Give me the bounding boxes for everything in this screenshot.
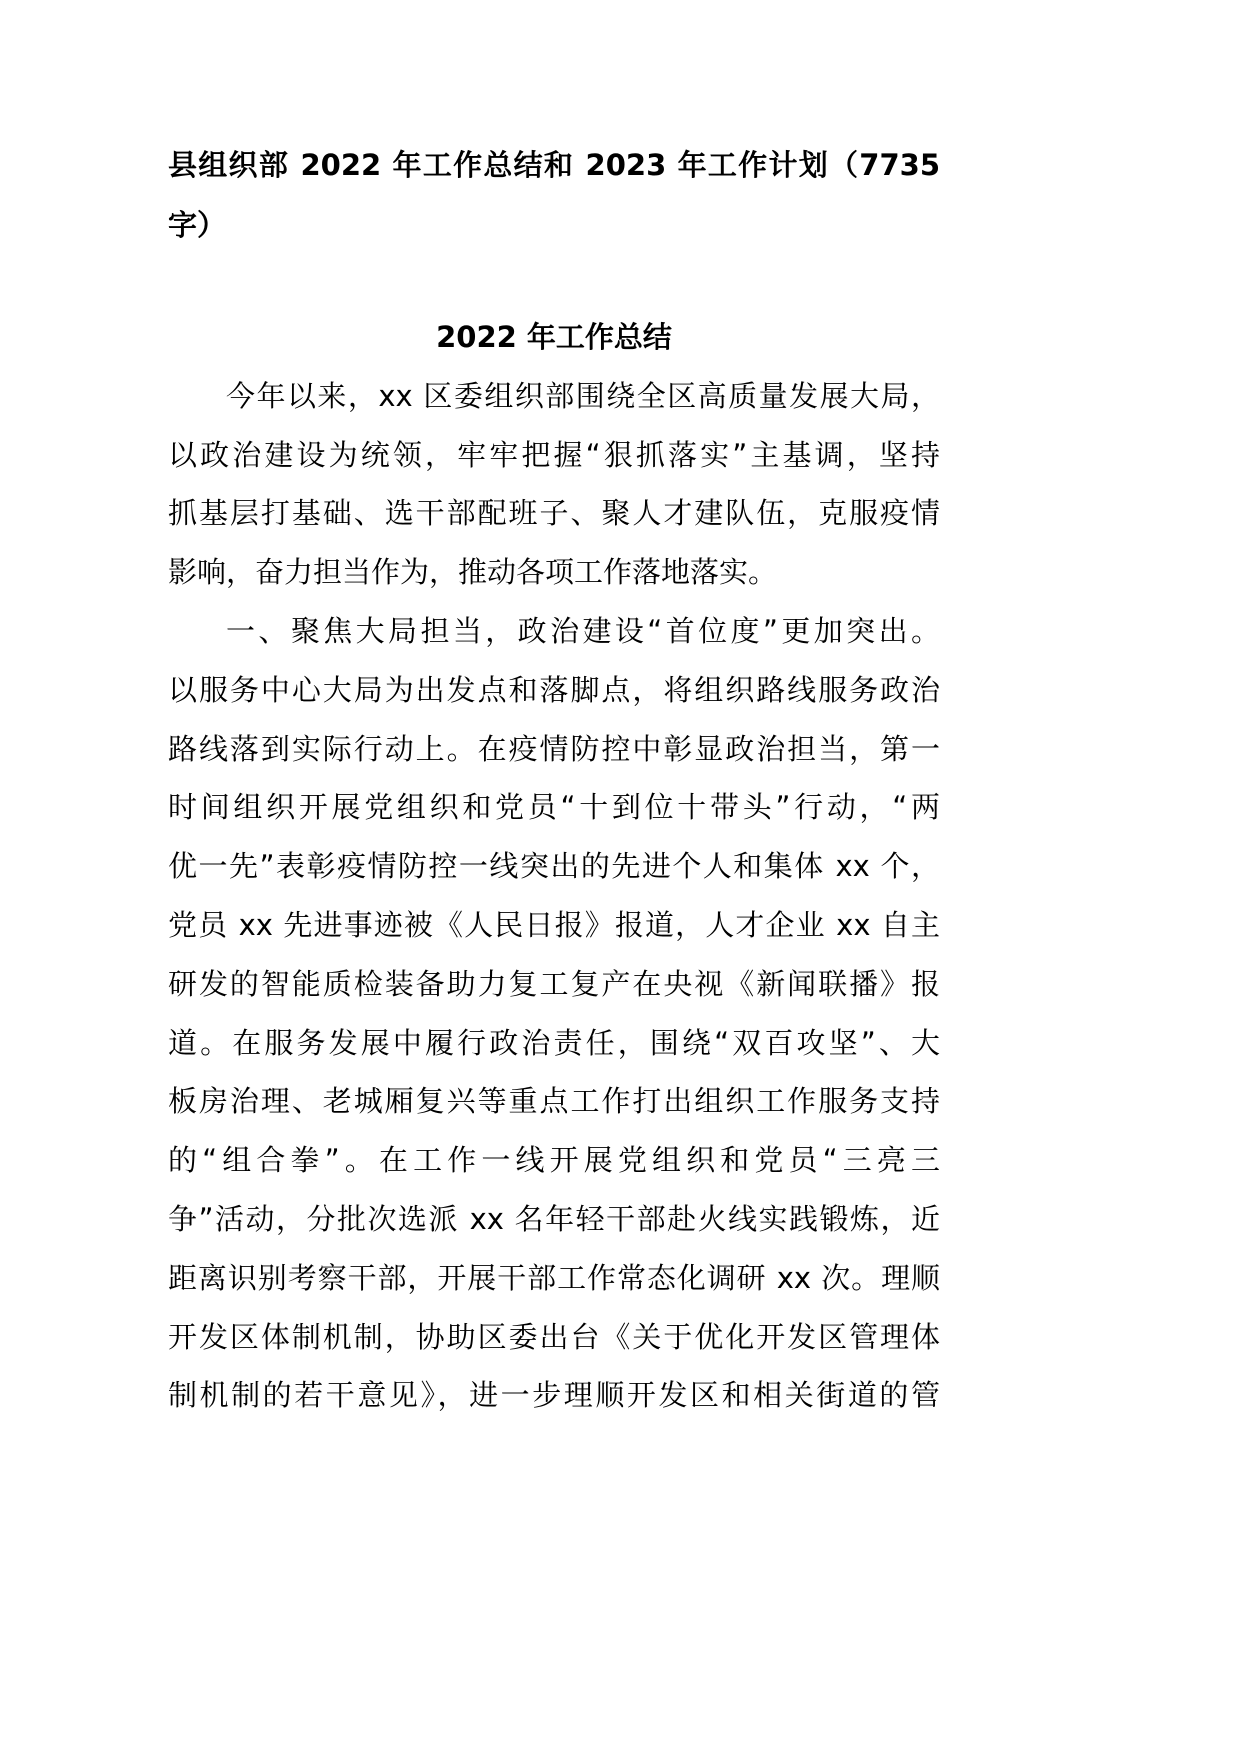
paragraph-line: 开发区体制机制，协助区委出台《关于优化开发区管理体 — [168, 1319, 940, 1354]
paragraph-intro — [168, 367, 940, 602]
paragraph-line: 争”活动，分批次选派 xx 名年轻干部赴火线实践锻炼，近 — [168, 1201, 940, 1236]
paragraph-line: 党员 xx 先进事迹被《人民日报》报道，人才企业 xx 自主 — [168, 907, 940, 942]
title-line: 字） — [168, 208, 227, 242]
paragraph-line: 今年以来，xx 区委组织部围绕全区高质量发展大局， — [226, 378, 940, 413]
paragraph-line: 以服务中心大局为出发点和落脚点，将组织路线服务政治 — [168, 672, 940, 707]
paragraph-line: 路线落到实际行动上。在疫情防控中彰显政治担当，第一 — [168, 731, 940, 766]
section-heading: 2022 年工作总结 — [436, 320, 672, 354]
paragraph-line: 时间组织开展党组织和党员“十到位十带头”行动，“两 — [168, 790, 940, 825]
paragraph-line: 研发的智能质检装备助力复工复产在央视《新闻联播》报 — [168, 966, 940, 1001]
paragraph-line: 道。在服务发展中履行政治责任，围绕“双百攻坚”、大 — [168, 1025, 940, 1060]
document-title — [168, 135, 940, 255]
paragraph-line: 距离识别考察干部，开展干部工作常态化调研 xx 次。理顺 — [168, 1260, 940, 1295]
paragraph-line: 抓基层打基础、选干部配班子、聚人才建队伍，克服疫情 — [168, 496, 940, 531]
paragraph-section-one — [168, 602, 940, 1425]
paragraph-line: 优一先”表彰疫情防控一线突出的先进个人和集体 xx 个， — [168, 849, 940, 884]
paragraph-line: 的“组合拳”。在工作一线开展党组织和党员“三亮三 — [168, 1143, 940, 1178]
paragraph-line: 制机制的若干意见》，进一步理顺开发区和相关街道的管 — [168, 1378, 940, 1413]
title-line: 县组织部 2022 年工作总结和 2023 年工作计划（7735 — [168, 148, 940, 182]
paragraph-line: 以政治建设为统领，牢牢把握“狠抓落实”主基调，坚持 — [168, 437, 940, 472]
paragraph-line: 一、聚焦大局担当，政治建设“首位度”更加突出。 — [226, 613, 940, 648]
paragraph-line: 板房治理、老城厢复兴等重点工作打出组织工作服务支持 — [168, 1084, 940, 1119]
paragraph-line: 影响，奋力担当作为，推动各项工作落地落实。 — [168, 555, 778, 590]
document-body — [168, 135, 940, 1425]
